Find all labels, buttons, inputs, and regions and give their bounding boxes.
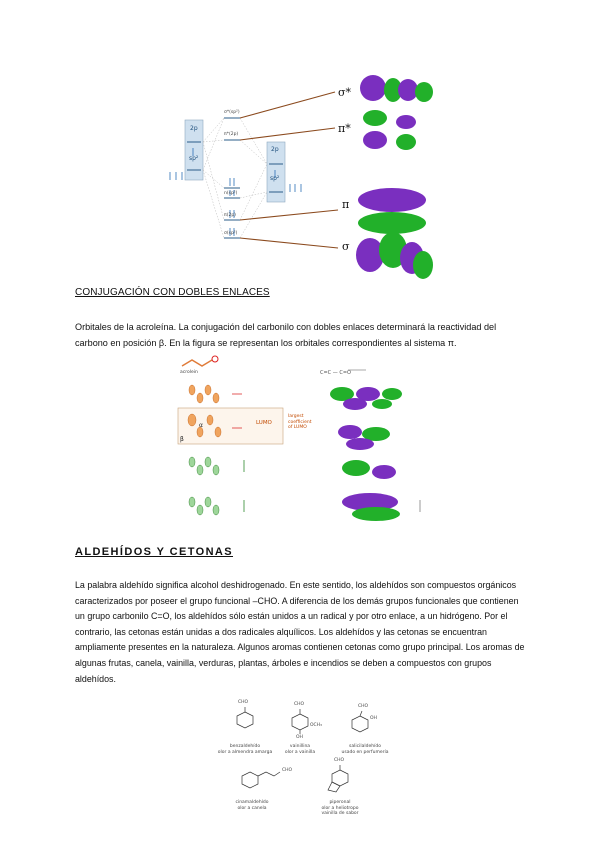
struct5-group: CHO (334, 758, 345, 763)
section-heading-aldehidos: ALDEHÍDOS Y CETONAS (75, 546, 234, 558)
orbital-lobes-svg (160, 60, 600, 280)
struct4-group: CHO (282, 768, 293, 773)
orbital-label-pi: π (342, 198, 350, 211)
struct5-caption (310, 800, 370, 817)
mo-nonbond-small: n(sp²) (224, 191, 238, 196)
orbital-label-pi-star: π* (338, 122, 351, 135)
alpha-label: α (199, 422, 203, 429)
struct2-extra2: OH (296, 735, 303, 740)
mo-diagram (160, 60, 600, 280)
mo-pi-small: π(2p) (224, 213, 236, 218)
lumo-label: LUMO (256, 420, 272, 426)
mo-sigma-small: σ(sp²) (224, 231, 238, 236)
coefficient-note-line1: largest (288, 414, 304, 419)
struct2-caption (270, 744, 330, 755)
struct5-desc2: vainilla de sabor (321, 811, 359, 816)
struct2-extra1: OCH₃ (310, 723, 322, 728)
struct3-name: salicilaldehído (349, 744, 381, 749)
section-paragraph-aldehidos: La palabra aldehído significa alcohol deshidrogenado. En este sentido, los aldehídos son compuestos orgánicos caracterizados por poseer el grupo funcional –CHO. A diferencia de los demás grupos funcionales que contienen un grupo carbonilo C=O, los aldehídos sólo están unidos a un radical y por otro enlace, a un hidrógeno. Por el contrario, las cetonas están unidas a dos radicales alquílicos. Los aldehídos y las cetonas se encuentran ampliamente presentes en la naturaleza. Algunos aromas contienen cetonas como grupo principal. Los aromas de algunas frutas, canela, vainilla, verduras, plantas, árboles e incendios se deben a compuestos con grupos aldehídos. (75, 580, 525, 684)
left-sp2-label: sp² (189, 155, 199, 162)
orbital-label-sigma: σ (342, 240, 350, 253)
struct1-name: benzaldehído (229, 744, 261, 749)
struct3-desc: usado en perfumería (341, 749, 389, 755)
struct2-group: CHO (294, 702, 305, 707)
right-sp2-label: sp² (270, 175, 280, 182)
struct1-group: CHO (238, 700, 249, 705)
struct1-desc: olor a almendra amarga (217, 749, 273, 755)
beta-label: β (180, 436, 184, 443)
struct2-name: vainillina (289, 744, 311, 749)
struct4-caption (222, 800, 282, 811)
struct3-extra1: OH (370, 716, 377, 721)
acrolein-figure (170, 352, 430, 532)
struct2-desc: olor a vainilla (284, 749, 316, 755)
right-2p-label: 2p (271, 146, 279, 153)
struct5-name: piperonal (329, 800, 351, 805)
coefficient-note-line3: of LUMO (288, 425, 307, 430)
mo-pi-star-small: π*(2p) (224, 132, 239, 137)
struct3-caption (330, 744, 400, 755)
section-paragraph-acroleina: Orbitales de la acroleína. La conjugación del carbonilo con dobles enlaces determinará la reactividad del carbono en posición β. En la figura se representan los orbitales correspondientes al sistema π. (75, 322, 497, 348)
struct4-desc: olor a canela (237, 805, 267, 811)
coefficient-note-line2: coefficient (288, 419, 312, 425)
svg-text:C=C — C=O: C=C — C=O (320, 370, 351, 376)
coefficient-note (288, 414, 311, 431)
structures-svg (200, 700, 420, 840)
mo-sigma-star-small: σ*(sp²) (224, 110, 240, 115)
struct4-name: cinamaldehído (235, 800, 269, 805)
left-2p-label: 2p (190, 125, 198, 132)
acrolein-label: acrolein (180, 370, 198, 375)
struct5-desc: olor a heliotropo (321, 805, 359, 811)
struct3-group: CHO (358, 704, 369, 709)
section-heading-conjugacion: CONJUGACIÓN CON DOBLES ENLACES (75, 287, 270, 298)
orbital-label-sigma-star: σ* (338, 86, 352, 99)
aldehyde-structures (200, 700, 420, 840)
acrolein-orbitals-svg (170, 352, 430, 532)
